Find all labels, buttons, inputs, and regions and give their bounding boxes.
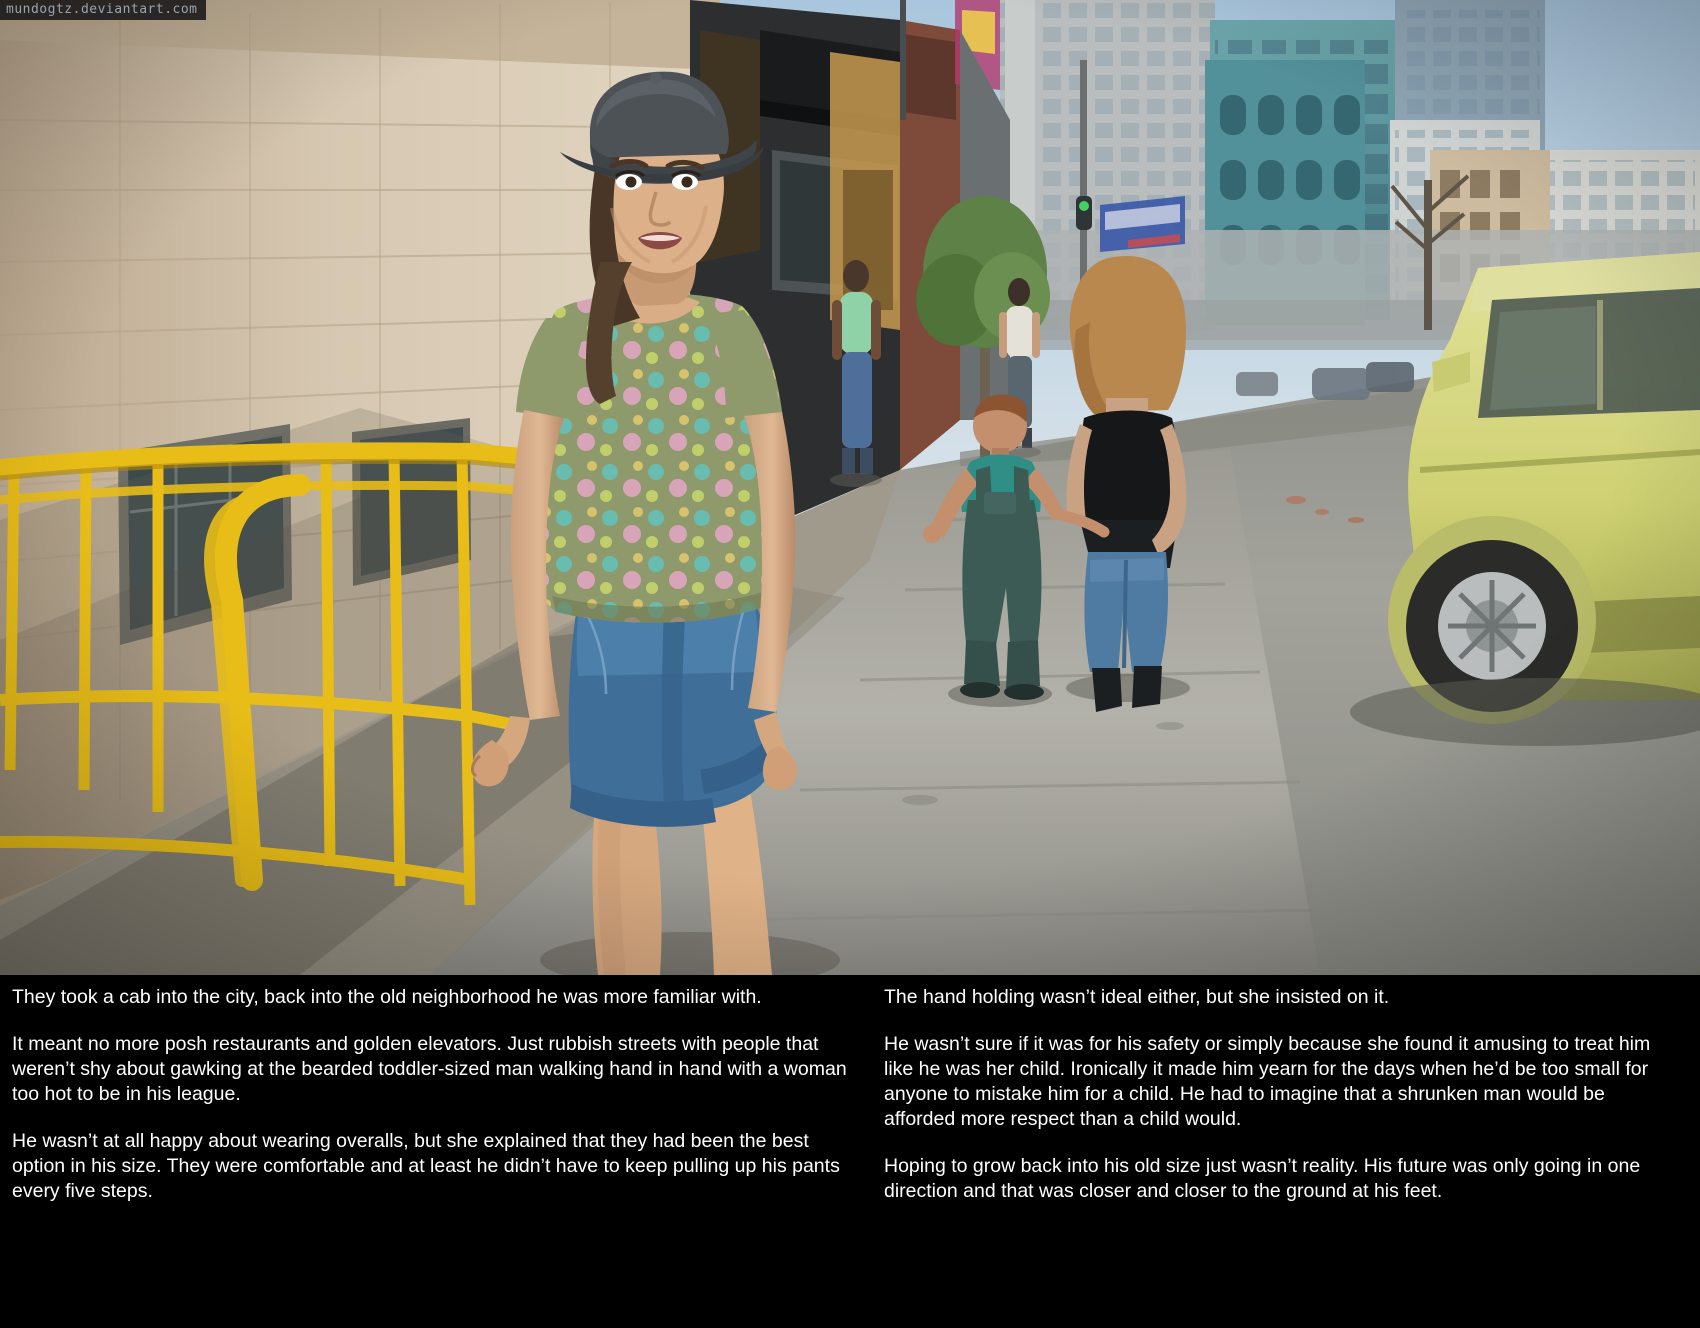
caption-paragraph: Hoping to grow back into his old size just wasn’t reality. His future was only going in one direction and that was closer and closer to the ground at his feet. — [884, 1154, 1641, 1202]
caption-paragraph: They took a cab into the city, back into the old neighborhood he was more familiar with. — [12, 986, 762, 1008]
caption-paragraph: The hand holding wasn’t ideal either, but she insisted on it. — [884, 986, 1390, 1008]
caption-area — [0, 975, 1700, 1328]
caption-paragraph: He wasn’t at all happy about wearing overalls, but she explained that they had been the best option in his size. They were comfortable and at least he didn’t have to keep pulling up his pants every five steps. — [12, 1129, 840, 1202]
artist-watermark: mundogtz.deviantart.com — [0, 0, 206, 20]
caption-column-left — [12, 985, 878, 1328]
caption-paragraph: He wasn’t sure if it was for his safety or simply because she found it amusing to treat him like he was her child. Ironically it made him yearn for the days when he’d be too small for anyone to mistake him for a child. He had to imagine that a shrunken man would be afforded more respect than a child would. — [884, 1032, 1651, 1130]
caption-paragraph: It meant no more posh restaurants and golden elevators. Just rubbish streets with people that weren’t shy about gawking at the bearded toddler-sized man walking hand in hand with a woman too hot to be in his league. — [12, 1032, 847, 1105]
caption-column-right — [878, 985, 1678, 1328]
